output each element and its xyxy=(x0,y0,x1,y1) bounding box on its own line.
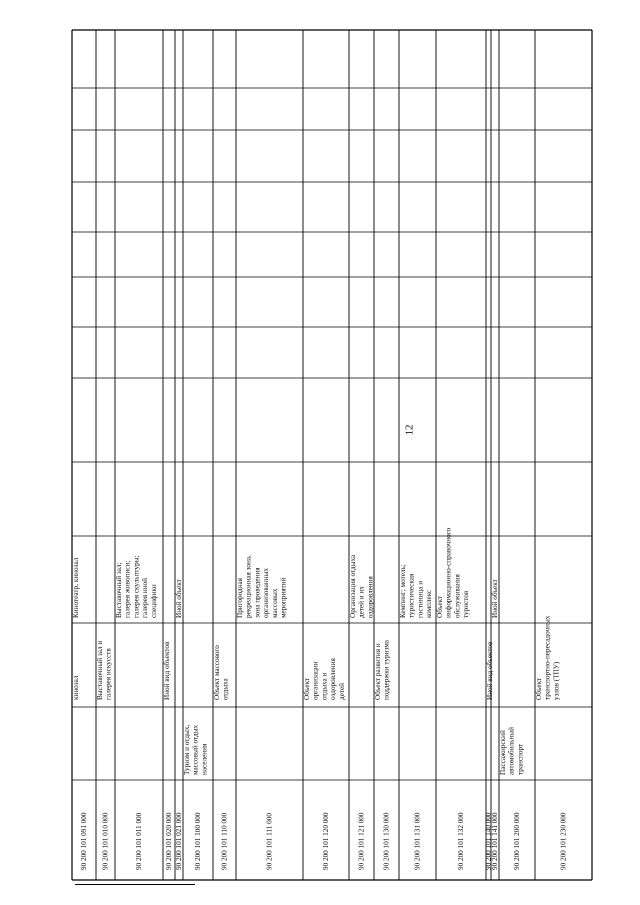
row-type xyxy=(96,641,113,700)
row-subtype xyxy=(175,578,183,618)
row-code-line: 90 200 101 021 000 xyxy=(175,812,183,870)
row-type-line: отдыха и xyxy=(320,672,329,700)
row-code-line: 90 200 101 120 000 xyxy=(322,812,330,870)
row-type-line: Выставочный зал и xyxy=(96,640,104,700)
row-type xyxy=(303,657,346,700)
row-subtype-line: мероприятий xyxy=(279,577,288,618)
row-code-line: 90 200 101 111 000 xyxy=(265,813,274,870)
row-code-line: 90 200 101 141 000 xyxy=(491,812,499,870)
row-type xyxy=(486,641,494,700)
row-type-line: Объект xyxy=(535,677,543,700)
row-subtype-line: Организация отдыха xyxy=(349,554,357,618)
row-subtype xyxy=(436,528,470,618)
row-group-line: населения xyxy=(200,743,209,775)
row-type xyxy=(213,645,230,700)
row-group xyxy=(499,727,524,775)
row-subtype-line: Кемпинг; мотель; xyxy=(399,564,407,618)
row-subtype xyxy=(491,578,499,618)
row-group-line: Пассажирский xyxy=(499,730,507,775)
row-type xyxy=(535,615,560,700)
row-code xyxy=(221,812,229,870)
row-code xyxy=(80,812,88,870)
row-subtype-line: галерея живописи; xyxy=(123,560,132,618)
row-type-line: организации xyxy=(311,661,320,700)
row-type xyxy=(72,675,80,700)
row-type-line: узлов (ТПУ) xyxy=(552,661,561,700)
row-type xyxy=(163,641,171,700)
row-subtype-line: комплекс xyxy=(425,589,434,618)
row-subtype-line: Кинотеатр, кинозал xyxy=(72,557,80,618)
row-code-line: 90 200 101 140 000 xyxy=(484,812,493,870)
row-code xyxy=(322,812,330,870)
row-code xyxy=(414,812,422,870)
row-subtype-line: Объект xyxy=(436,595,444,618)
row-code xyxy=(102,812,110,870)
row-type xyxy=(374,639,391,700)
row-subtype-line: Пригородная xyxy=(236,578,244,618)
row-subtype-line: оздоровления xyxy=(366,576,375,618)
row-code xyxy=(560,812,568,870)
row-subtype-line: туристов xyxy=(462,590,471,618)
row-type-line: отдыха xyxy=(221,678,230,700)
row-subtype-line: Выставочный зал; xyxy=(115,562,123,618)
row-type-line: галерея искусств xyxy=(104,648,113,700)
row-subtype-line: специфики xyxy=(149,584,158,618)
row-code xyxy=(457,812,465,870)
row-subtype xyxy=(399,564,433,618)
row-group-line: автомобильный xyxy=(507,727,516,775)
row-code xyxy=(513,812,521,870)
row-type-line: кинозал xyxy=(72,675,80,700)
row-subtype-line: обслуживания xyxy=(453,574,462,618)
row-subtype xyxy=(236,555,288,618)
row-code-line: 90 200 101 011 000 xyxy=(135,812,143,870)
footer-rule xyxy=(75,884,195,885)
row-code-line: 90 200 101 230 000 xyxy=(559,812,568,870)
row-type-line: Иной вид объектов xyxy=(486,641,494,700)
row-subtype-line: галерея иной xyxy=(141,578,150,618)
row-code-line: 90 200 101 010 000 xyxy=(101,812,110,870)
row-subtype xyxy=(115,556,158,619)
row-type-line: поддержки туризма xyxy=(382,640,391,700)
row-code-line: 90 200 101 200 000 xyxy=(513,812,521,870)
row-type-line: транспортно-пересадочных xyxy=(543,615,552,700)
row-code xyxy=(135,812,143,870)
row-subtype-line: зона проведения xyxy=(253,567,262,618)
row-code xyxy=(383,812,391,870)
row-code-line: 90 200 101 132 000 xyxy=(457,812,465,870)
row-code-line: 90 200 101 131 000 xyxy=(413,812,422,870)
row-code-line: 90 200 101 130 000 xyxy=(382,812,391,870)
row-code-line: 90 200 101 110 000 xyxy=(220,812,229,870)
row-subtype-line: рекреационная зона, xyxy=(244,555,253,618)
row-subtype-line: информационно-справочного xyxy=(444,527,453,618)
row-code-line: 90 200 101 020 000 xyxy=(165,812,173,870)
row-subtype-line: гостиница и xyxy=(416,580,425,618)
row-group-line: массовый отдых xyxy=(191,724,200,775)
row-group xyxy=(183,724,208,775)
row-subtype-line: организованных xyxy=(262,567,271,618)
row-subtype-line: Иной объект xyxy=(491,579,499,618)
row-type-line: Иной вид объектов xyxy=(163,641,171,700)
row-code xyxy=(194,812,202,870)
row-code-line: 90 200 101 091 000 xyxy=(80,812,88,870)
row-code xyxy=(266,813,274,870)
row-subtype-line: детей и их xyxy=(357,586,366,618)
row-subtype xyxy=(349,554,374,618)
row-subtype-line: Иной объект xyxy=(175,579,183,618)
row-subtype-line: галерея скульптуры; xyxy=(132,555,141,618)
row-code-line: 90 200 101 121 000 xyxy=(357,812,366,870)
row-type-line: детей xyxy=(337,682,346,700)
row-code xyxy=(358,812,366,870)
row-group-line: транспорт xyxy=(516,743,525,775)
row-subtype xyxy=(72,557,80,618)
row-code xyxy=(491,812,499,870)
page-number: 12 xyxy=(403,424,416,436)
row-code xyxy=(175,812,183,870)
row-type-line: Объект массового xyxy=(213,645,221,700)
row-code-line: 90 200 101 100 000 xyxy=(194,812,202,870)
row-subtype-line: туристическая xyxy=(407,573,416,618)
row-type-line: Объект развития и xyxy=(374,643,382,700)
row-subtype-line: массовых xyxy=(270,588,279,618)
row-group-line: Туризм и отдых, xyxy=(183,724,191,775)
row-type-line: Объект xyxy=(303,677,311,700)
row-code xyxy=(165,812,173,870)
row-type-line: оздоровления xyxy=(329,658,338,700)
